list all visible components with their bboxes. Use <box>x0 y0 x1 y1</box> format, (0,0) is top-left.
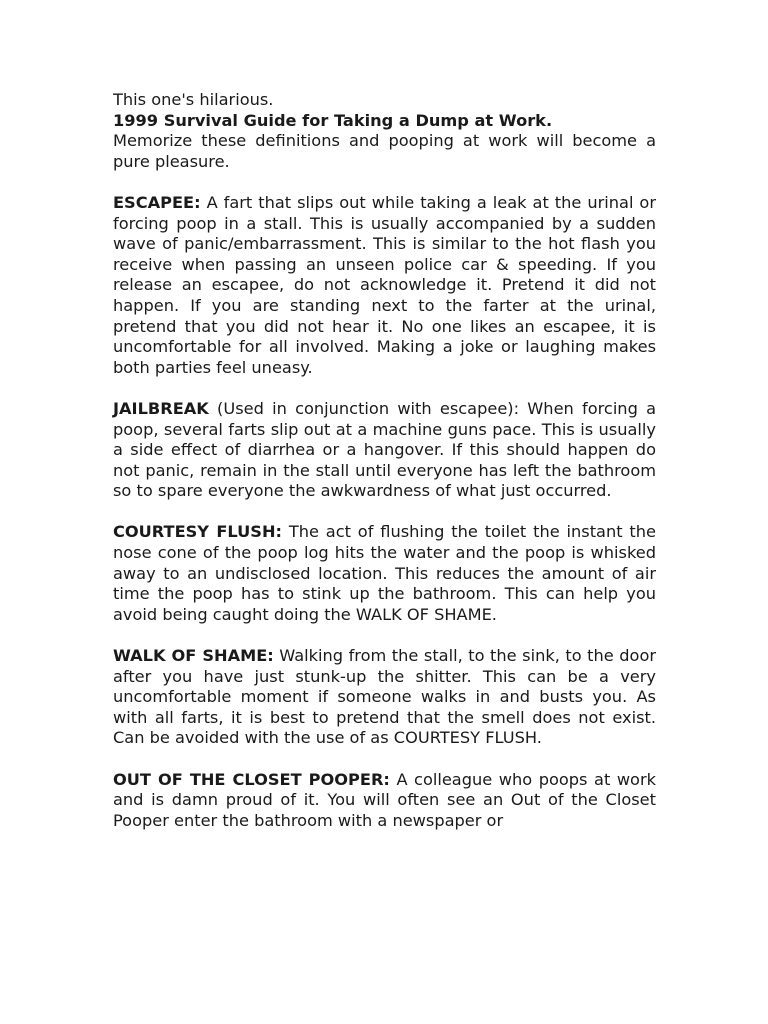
entry-out-of-the-closet-pooper <box>113 770 656 832</box>
entry-walk-of-shame <box>113 646 656 749</box>
entry-term: JAILBREAK <box>113 398 209 418</box>
entry-definition: (Used in conjunction with escapee): When forcing a poop, several farts slip out at a machine guns pace. This is usually a side effect of diarrhea or a hangover. If this should happen do not panic, remain in the stall until everyone has left the bathroom so to spare everyone the awkwardness of what just occurred. <box>113 398 656 501</box>
entry-term: ESCAPEE: <box>113 192 201 212</box>
document-page <box>113 90 656 852</box>
entry-courtesy-flush <box>113 522 656 625</box>
entry-term: OUT OF THE CLOSET POOPER: <box>113 769 390 789</box>
entry-definition: The act of flushing the toilet the instant the nose cone of the poop log hits the water and the poop is whisked away to an undisclosed location. This reduces the amount of air time the poop has to stink up the bathroom. This can help you avoid being caught doing the WALK OF SHAME. <box>113 522 656 624</box>
entry-definition: A colleague who poops at work and is damn proud of it. You will often see an Out of the Closet Pooper enter the bathroom with a newspaper or <box>113 769 656 830</box>
intro-line: This one's hilarious. <box>113 90 274 109</box>
document-title: 1999 Survival Guide for Taking a Dump at Work. <box>113 110 553 130</box>
intro-subtitle: Memorize these definitions and pooping at work will become a pure pleasure. <box>113 131 656 171</box>
entry-term: WALK OF SHAME: <box>113 646 274 666</box>
entry-term: COURTESY FLUSH: <box>113 522 282 542</box>
entry-escapee <box>113 193 656 378</box>
entry-definition: A fart that slips out while taking a leak at the urinal or forcing poop in a stall. This is usually accompanied by a sudden wave of panic/embarrassment. This is similar to the hot flash you receive when passing an unseen police car & speeding. If you release an escapee, do not acknowledge it. Pretend it did not happen. If you are standing next to the farter at the urinal, pretend that you did not hear it. No one likes an escapee, it is uncomfortable for all involved. Making a joke or laughing makes both parties feel uneasy. <box>113 192 656 377</box>
entry-definition: Walking from the stall, to the sink, to the door after you have just stunk-up the shitter. This can be a very uncomfortable moment if someone walks in and busts you. As with all farts, it is best to pretend that the smell does not exist. Can be avoided with the use of as COURTESY FLUSH. <box>113 646 656 748</box>
entry-jailbreak <box>113 399 656 502</box>
